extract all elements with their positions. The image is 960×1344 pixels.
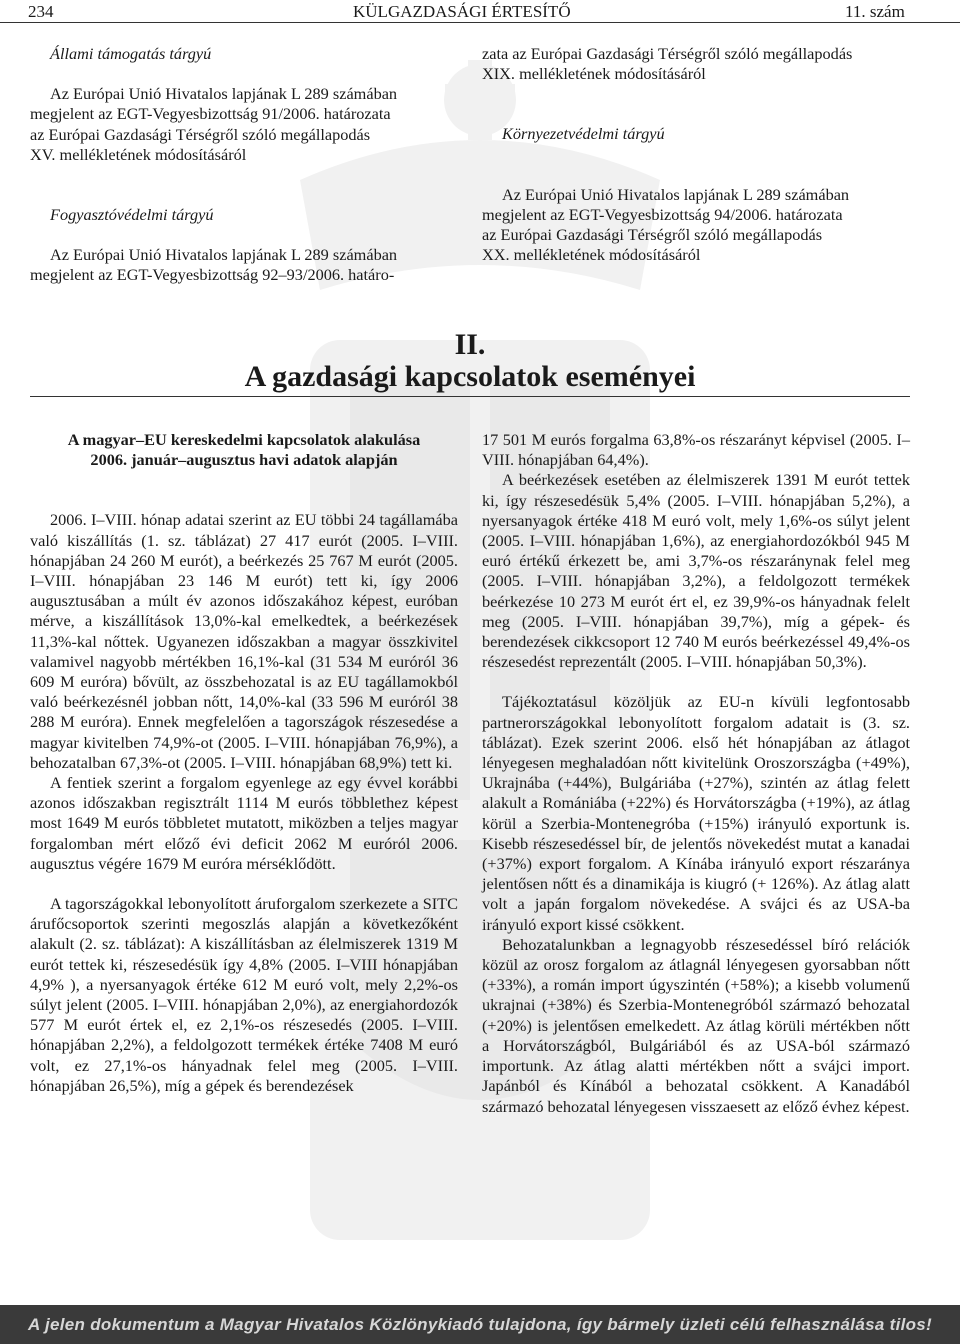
notice-line: XV. mellékletének módosításáról [30, 144, 247, 164]
page-number: 234 [28, 2, 54, 21]
subsection-title: Állami támogatás tárgyú [50, 44, 212, 63]
section-numeral: II. [454, 328, 486, 361]
notice-line: XX. mellékletének módosításáról [482, 245, 701, 265]
section-title: A gazdasági kapcsolatok eseményei [244, 360, 696, 393]
running-header [0, 0, 960, 23]
article-heading: A magyar–EU kereskedelmi kapcsolatok alakulása [67, 430, 421, 449]
notice-line: az Európai Gazdasági Térségről szóló megállapodás [482, 225, 823, 245]
notice-line: Az Európai Unió Hivatalos lapjának L 289 számában [50, 84, 398, 104]
body-paragraph: Tájékoztatásul közöljük az EU-n kívüli legfontosabb partnerországokkal lebonyolított forgalom adatait is (3. sz. táblázat). Ezek szerint 2006. első hét hónapjában az átlagot lényegesen meghaladóan nőtt kivitelünk Oroszországba (+49%), Ukrajnába (+44%), Bulgáriába (+27%), szintén az átlag felett alakult a Romániába (+22%) és Horvátországba (+19%), az átlag körül a Szerbia-Montenegróba (+15%) irányuló exportunk is. Kisebb részesedéssel bír, de jelentős növekedést mutat a kanadai (+37%) export forgalom. A Kínába irányuló export részaránya jelentősen nőtt és a dinamikája is kiugró (+ 126%). Az átlag alatt volt a japán forgalom növekedése. A svájci és az USA-ba irányuló export kissé csökkent. [482, 692, 910, 934]
notice-line: XIX. mellékletének módosításáról [482, 64, 706, 84]
body-paragraph: 2006. I–VIII. hónap adatai szerint az EU többi 24 tagállamába való kiszállítás (1. sz. táblázat) 27 417 eurót (2005. I–VIII. hónapjában 24 260 M eurót), a beérkezés 25 767 M eurót (2005. I–VIII. hónapjában 23 146 M eurót) tett ki, így 2006 augusztusában a múlt év azonos időszakához képest, euróban mérve, a kiszállítások 13,0%-kal emelkedtek, a beérkezések 11,3%-kal nőttek. Ugyanezen időszakban a magyar összkivitel valamivel nagyobb mértékben 16,1%-kal (31 534 M euróról 36 609 M euróra) bővült, az összbehozatal is az EU tagállamokból való beérkezésnél jobban nőtt, 14,0%-kal (33 596 M euróról 38 288 M euróra). Ennek megfelelően a tagországok részesedése a magyar kivitelben 74,9%-ot (2005. I–VIII. hónapjában 76,9%), a behozatalban 67,3%-ot (2005. I–VIII. hónapjában 68,9%) tett ki. [30, 510, 458, 772]
body-paragraph: Behozatalunkban a legnagyobb részesedéssel bíró relációk közül az orosz forgalom az átlagnál lényegesen gyorsabban nőtt (+33%), a román import úgyszintén (+58%); a kisebb volumenű ukrajnai (+38%) és Szerbia-Montenegróból származó behozatal (+20%) is jelentősen emelkedett. Az átlag körüli mértékben nőtt a Horvátországból, Bulgáriából és az USA-ból származó importunk. Az átlag alatti mértékben nőtt a svájci import. Japánból és Kínából a behozatal csökkent. A Kanadából származó behozatal lényegesen visszaesett az előző évhez képest. [482, 934, 910, 1116]
top-left-column [30, 44, 458, 286]
body-paragraph: A beérkezések esetében az élelmiszerek 1391 M eurót tettek ki, így részesedésük 5,4% (2005. I–VIII. hónapjában 5,2%), a nyersanyagok értéke 418 M euró volt, mely 1,6%-os súlyt jelent (2005. I–VIII. hónapjában 1,6%), az energiahordozókból 945 M euró értékű érkezett be, ami 3,7%-os részaránynak felel meg (2005. I–VIII. hónapjában 3,2%), a feldolgozott termékek beérkezése 10 273 M eurót ért el, ez 39,9%-os hányadnak felelt meg (2005. I–VIII. hónapjában 39,7%), míg a gépek- és berendezések cikkcsoport 12 740 M eurós beérkezéssel 49,4%-os részesedést reprezentált (2005. I–VIII. hónapjában 50,3%). [482, 470, 910, 672]
notice-line: megjelent az EGT-Vegyesbizottság 94/2006. határozata [482, 204, 843, 224]
body-paragraph: A tagországokkal lebonyolított áruforgalom szerkezete a SITC árufőcsoportok szerinti megoszlás alapján a következőként alakult (2. sz. táblázat): A kiszállításban az élelmiszerek 1319 M eurót tettek ki, részesedésük így 4,8% (2005. I–VIII hónapjában 4,9% ), a nyersanyagok értéke 612 M euró volt, mely 2,2%-os súlyt jelent (2005. I–VIII. hónapjában 2,0%), az energiahordozók 577 M eurót értek el, ez 2,1%-os részesedés (2005. I–VIII. hónapjában 2,2%), a feldolgozott termékek értéke 7408 M euró volt, ez 27,1%-os hányadnak felel meg (2005. I–VIII. hónapjában 26,5%), míg a gépek és berendezések [30, 894, 458, 1095]
article-subheading: 2006. január–augusztus havi adatok alapján [90, 450, 398, 470]
body-paragraph: A fentiek szerint a forgalom egyenlege az egy évvel korábbi azonos időszakban regisztrált 1114 M eurós többlethez képest most 1649 M eurós többletet mutatott, miközben a teljes magyar forgalomban mért előző évi deficit 2062 M euróról 2006. augusztus végére 1679 M euróra mérséklődött. [30, 773, 458, 873]
notice-line: az Európai Gazdasági Térségről szóló megállapodás [30, 124, 371, 144]
notice-line: zata az Európai Gazdasági Térségről szóló megállapodás [482, 44, 853, 63]
notice-line: Az Európai Unió Hivatalos lapjának L 289 számában [50, 245, 398, 265]
notice-line: megjelent az EGT-Vegyesbizottság 92–93/2006. határo- [30, 265, 395, 285]
subsection-title: Fogyasztóvédelmi tárgyú [50, 205, 214, 225]
issue-number: 11. szám [845, 2, 905, 21]
notice-line: megjelent az EGT-Vegyesbizottság 91/2006. határozata [30, 104, 391, 124]
copyright-footer: A jelen dokumentum a Magyar Hivatalos Közlönykiadó tulajdona, így bármely üzleti célú felhasználása tilos! [0, 1305, 960, 1344]
top-right-column [482, 44, 910, 265]
article-right-column [482, 430, 910, 1117]
notice-line: Az Európai Unió Hivatalos lapjának L 289 számában [502, 184, 850, 204]
subsection-title: Környezetvédelmi tárgyú [502, 124, 665, 144]
article-left-column [30, 430, 458, 1096]
body-paragraph: 17 501 M eurós forgalma 63,8%-os részarányt képvisel (2005. I–VIII. hónapjában 64,4%). [482, 430, 910, 470]
section-rule [30, 396, 910, 397]
journal-title: KÜLGAZDASÁGI ÉRTESÍTŐ [353, 2, 571, 21]
